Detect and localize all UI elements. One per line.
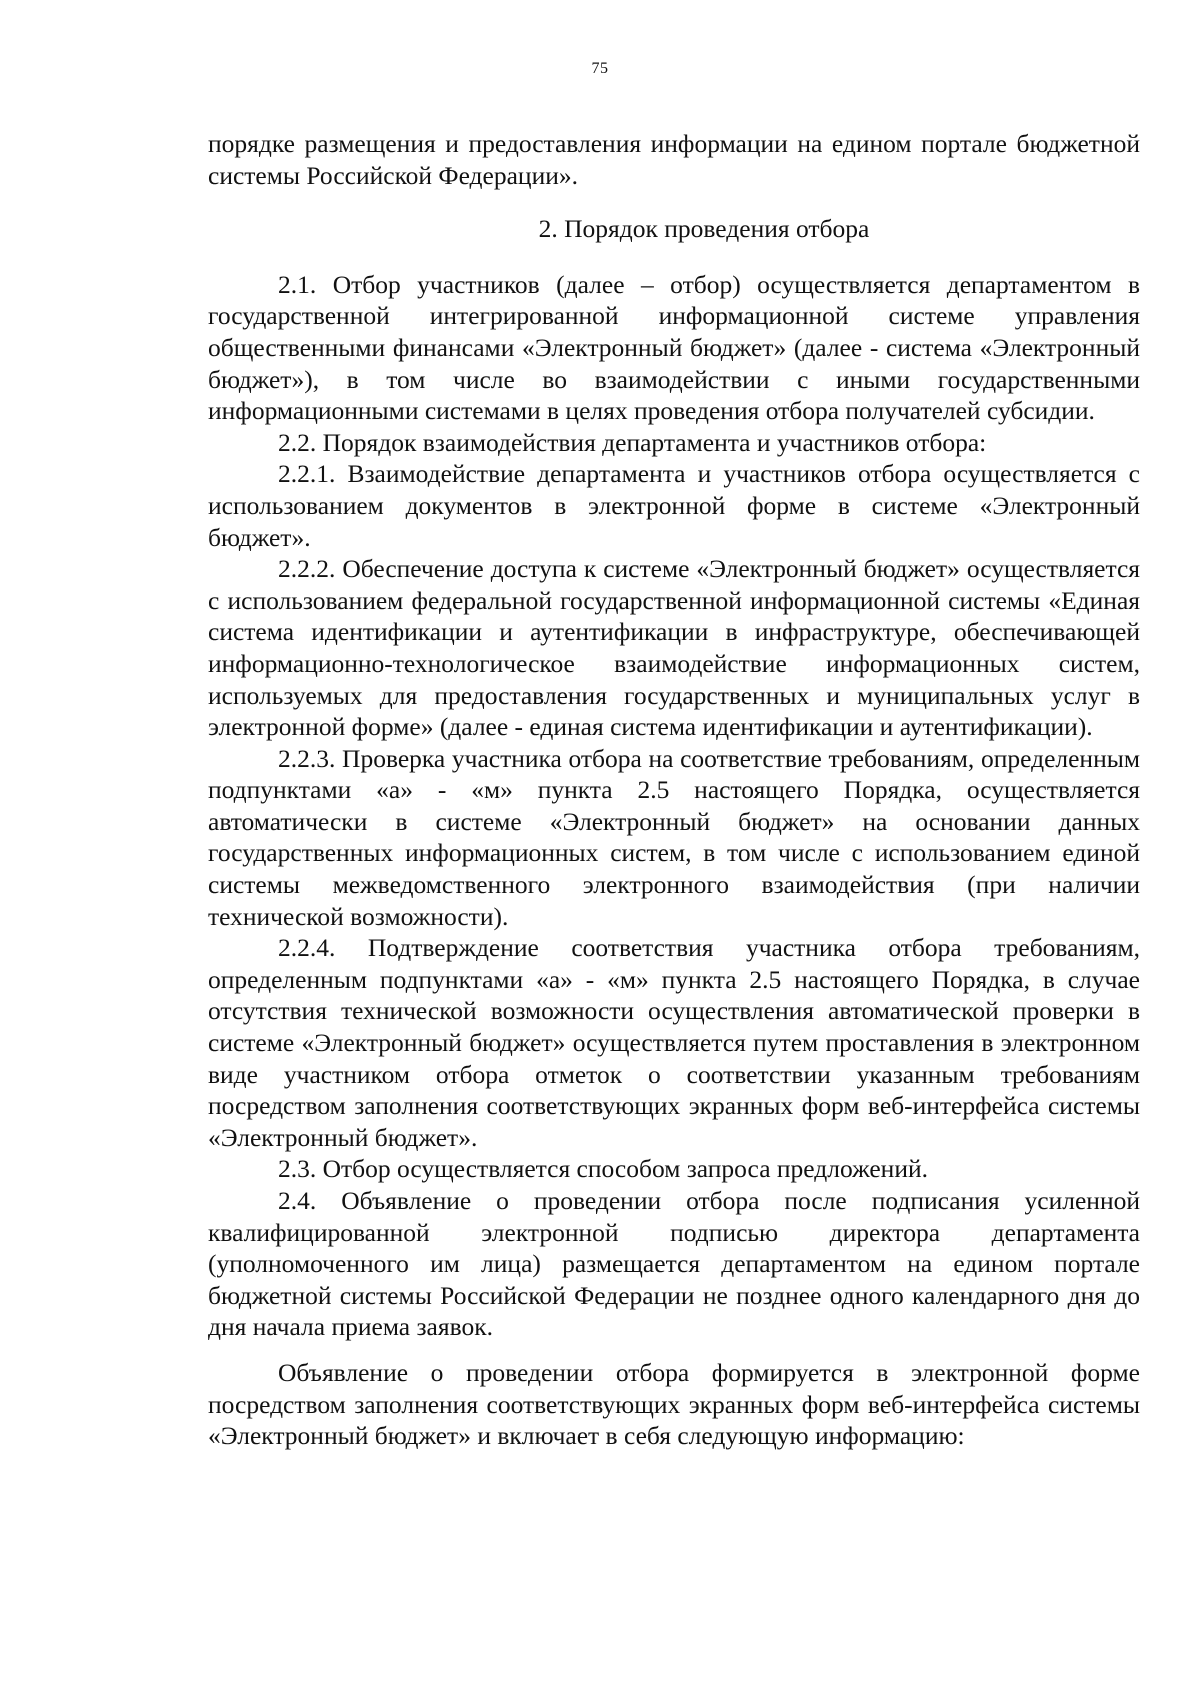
paragraph-2-2: 2.2. Порядок взаимодействия департамента и участников отбора:: [278, 427, 987, 457]
section-title: 2. Порядок проведения отбора: [538, 214, 870, 244]
document-body: [208, 128, 1140, 1452]
page-number: 75: [591, 60, 609, 77]
paragraph-2-1: 2.1. Отбор участников (далее – отбор) осуществляется департаментом в государственной интегрированной информационной системе управления общественными финансами «Электронный бюджет» (далее - система «Электронный бюджет»), в том числе во взаимодействии с иными государственными информационными системами в целях проведения отбора получателей субсидии.: [208, 269, 1140, 426]
paragraph-2-2-3: 2.2.3. Проверка участника отбора на соответствие требованиям, определенным подпунктами «а» - «м» пункта 2.5 настоящего Порядка, осуществляется автоматически в системе «Электронный бюджет» на основании данных государственных информационных систем, в том числе с использованием единой системы межведомственного электронного взаимодействия (при наличии технической возможности).: [208, 743, 1140, 931]
paragraph-2-3: 2.3. Отбор осуществляется способом запроса предложений.: [278, 1154, 928, 1184]
announcement-paragraph: Объявление о проведении отбора формируется в электронной форме посредством заполнения соответствующих экранных форм веб-интерфейса системы «Электронный бюджет» и включает в себя следующую информацию:: [208, 1357, 1140, 1451]
paragraph-2-2-4: 2.2.4. Подтверждение соответствия участника отбора требованиям, определенным подпунктами «а» - «м» пункта 2.5 настоящего Порядка, в случае отсутствия технической возможности осуществления автоматической проверки в системе «Электронный бюджет» осуществляется путем проставления в электронном виде участником отбора отметок о соответствии указанным требованиям посредством заполнения соответствующих экранных форм веб-интерфейса системы «Электронный бюджет».: [208, 933, 1140, 1152]
paragraph-2-2-1: 2.2.1. Взаимодействие департамента и участников отбора осуществляется с использованием документов в электронной форме в системе «Электронный бюджет».: [208, 459, 1140, 552]
paragraph-2-4: 2.4. Объявление о проведении отбора после подписания усиленной квалифицированной электронной подписью директора департамента (уполномоченного им лица) размещается департаментом на едином портале бюджетной системы Российской Федерации не позднее одного календарного дня до дня начала приема заявок.: [208, 1186, 1140, 1342]
paragraph-2-2-2: 2.2.2. Обеспечение доступа к системе «Электронный бюджет» осуществляется с использованием федеральной государственной информационной системы «Единая система идентификации и аутентификации в инфраструктуре, обеспечивающей информационно-технологическое взаимодействие информационных систем, используемых для предоставления государственных и муниципальных услуг в электронной форме» (далее - единая система идентификации и аутентификации).: [208, 554, 1140, 742]
intro-paragraph: порядке размещения и предоставления информации на едином портале бюджетной системы Российской Федерации».: [208, 129, 1140, 190]
